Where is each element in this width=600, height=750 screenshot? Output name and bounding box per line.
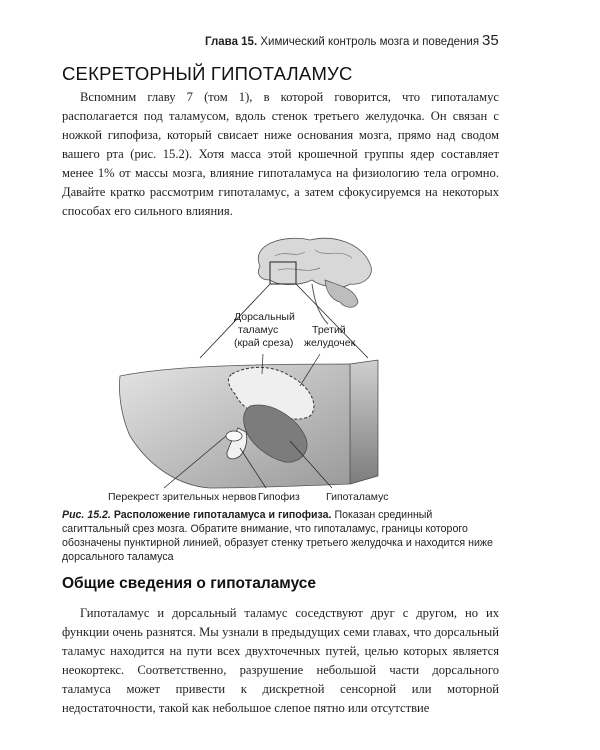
figure-brain-sagittal <box>100 236 400 506</box>
brain-illustration <box>100 236 400 506</box>
label-third-ventricle-1: Третий <box>312 324 346 336</box>
section-title: СЕКРЕТОРНЫЙ ГИПОТАЛАМУС <box>62 63 353 84</box>
label-optic-chiasm: Перекрест зрительных нервов <box>108 491 257 503</box>
body-paragraph-2: Гипоталамус и дорсальный таламус соседствуют друг с другом, но их функции очень разнятся. Мы узнали в предыдущих семи главах, что дорсальный таламус находится на пути всех двухточечных путей, целью которых является неокортекс. Соответственно, разрушение небольшой части дорсального таламуса может привести к дискретной сенсорной или моторной недостаточности, такой как небольшое слепое пятно или отсутствие <box>62 606 499 715</box>
label-third-ventricle-2: желудочек <box>304 337 356 349</box>
subsection-title: Общие сведения о гипоталамусе <box>62 575 317 592</box>
page-number: 35 <box>482 32 499 49</box>
chapter-label: Глава 15. <box>205 36 258 48</box>
caption-label: Рис. 15.2. <box>62 509 111 521</box>
chapter-title: Химический контроль мозга и поведения <box>260 36 480 48</box>
running-head <box>205 36 515 48</box>
label-hypothalamus: Гипоталамус <box>326 491 389 503</box>
label-pituitary: Гипофиз <box>258 491 300 503</box>
caption-heading: Расположение гипоталамуса и гипофиза. <box>113 509 332 521</box>
label-dorsal-thalamus-3: (край среза) <box>234 337 294 349</box>
body-paragraph-1: Вспомним главу 7 (том 1), в которой говорится, что гипоталамус располагается под таламусом, вдоль стенок третьего желудочка. Он связан с ножкой гипофиза, который свисает ниже основания мозга, прямо над сводом вашего рта (рис. 15.2). Хотя масса этой крошечной группы ядер составляет менее 1% от массы мозга, влияние гипоталамуса на физиологию тела огромно. Давайте кратко рассмотрим гипоталамус, а затем сфокусируемся на некоторых способах его сильного влияния. <box>62 90 499 218</box>
caption-text: Показан срединный сагиттальный срез мозга. Обратите внимание, что гипоталамус, границы которого обозначены пунктирной линией, образует стенку третьего желудочка и находится ниже дорсального таламуса <box>62 509 493 563</box>
figure-caption <box>62 508 502 564</box>
label-dorsal-thalamus-1: Дорсальный <box>234 311 295 323</box>
label-dorsal-thalamus-2: таламус <box>238 324 279 336</box>
